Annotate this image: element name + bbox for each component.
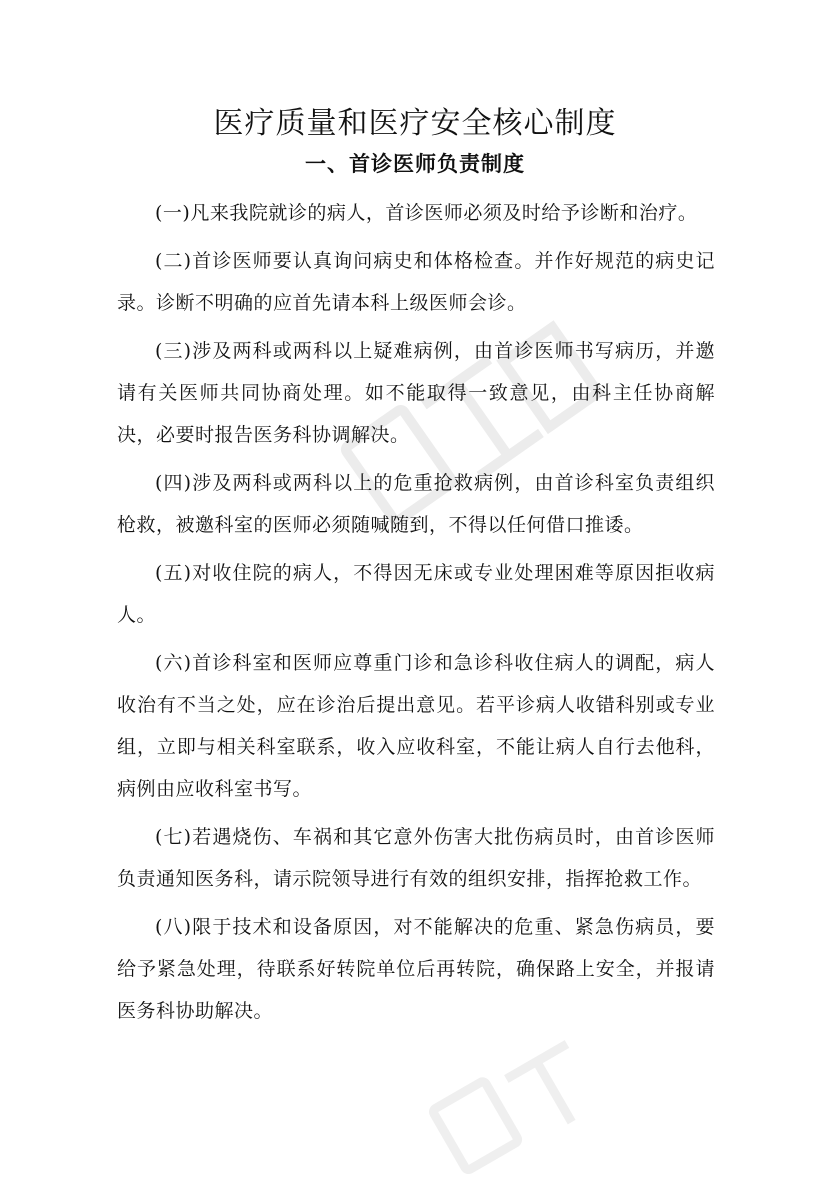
paragraph: (三)涉及两科或两科以上疑难病例，由首诊医师书写病历，并邀请有关医师共同协商处理。如不能取得一致意见，由科主任协商解决，必要时报告医务科协调解决。	[117, 340, 715, 446]
paragraph: (五)对收住院的病人，不得因无床或专业处理困难等原因拒收病人。	[117, 562, 715, 626]
section-title: 一、首诊医师负责制度	[305, 152, 525, 176]
paragraph: (六)首诊科室和医师应尊重门诊和急诊科收住病人的调配，病人收治有不当之处，应在诊治后提出意见。若平诊病人收错科别或专业组，立即与相关科室联系，收入应收科室，不能让病人自行去他科，病例由应收科室书写。	[117, 652, 715, 800]
paragraph: (四)涉及两科或两科以上的危重抢救病例，由首诊科室负责组织枪救，被邀科室的医师必须随喊随到，不得以任何借口推诿。	[117, 472, 715, 536]
document-title: 医疗质量和医疗安全核心制度	[213, 106, 617, 141]
document-body	[117, 192, 715, 1038]
paragraph: (八)限于技术和设备原因，对不能解决的危重、紧急伤病员，要给予紧急处理，待联系好转院单位后再转院，确保路上安全，并报请医务科协助解决。	[117, 916, 715, 1022]
paragraph: (二)首诊医师要认真询问病史和体格检查。并作好规范的病史记录。诊断不明确的应首先请本科上级医师会诊。	[117, 250, 715, 314]
watermark-stamp-bottom	[380, 1020, 680, 1180]
paragraph: (一)凡来我院就诊的病人，首诊医师必须及时给予诊断和治疗。	[155, 202, 698, 224]
paragraph: (七)若遇烧伤、车祸和其它意外伤害大批伤病员时，由首诊医师负责通知医务科，请示院领导进行有效的组织安排，指挥抢救工作。	[117, 826, 715, 890]
